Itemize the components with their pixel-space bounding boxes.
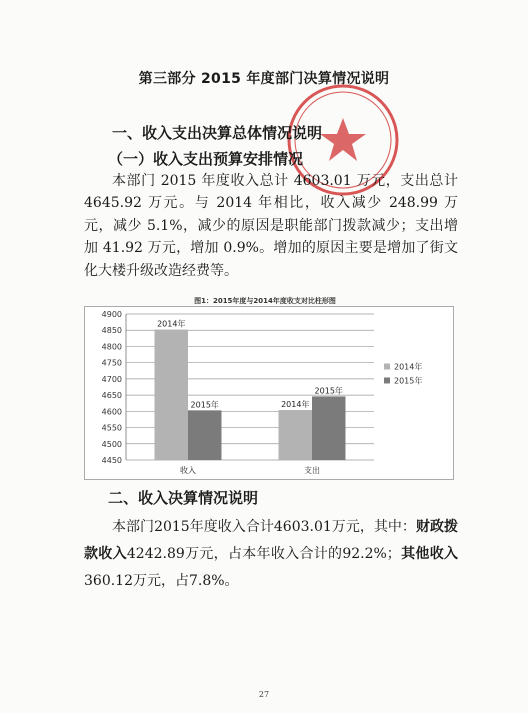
x-tick-label: 支出 <box>304 466 320 475</box>
chart-frame <box>85 307 454 480</box>
bar-data-label: 2014年 <box>157 319 186 329</box>
y-tick-label: 4700 <box>101 374 122 384</box>
section2-heading: 二、收入决算情况说明 <box>108 489 259 507</box>
bar-data-label: 2015年 <box>314 386 343 396</box>
legend-swatch <box>384 377 390 383</box>
para2-text-1: 本部门2015年度收入合计4603.01万元，其中： <box>112 519 416 535</box>
y-tick-label: 4750 <box>101 358 122 368</box>
para2-bold-2: 其他收入 <box>400 546 458 562</box>
y-tick-label: 4450 <box>101 456 122 465</box>
y-tick-label: 4550 <box>101 423 122 433</box>
para2-text-2: 4242.89万元，占本年收入合计的92.2%； <box>126 546 401 562</box>
bar-chart <box>84 306 454 480</box>
paragraph-2 <box>84 514 458 595</box>
section1-subheading: （一）收入支出预算安排情况 <box>108 150 304 168</box>
bar <box>279 410 312 460</box>
page-title: 第三部分 2015 年度部门决算情况说明 <box>138 71 390 87</box>
legend-label: 2015年 <box>394 376 423 386</box>
bar <box>155 330 188 460</box>
para2-bold-1: 财政拨款收入 <box>84 519 459 562</box>
x-tick-label: 收入 <box>180 466 196 475</box>
paragraph-1: 本部门 2015 年度收入总计 4603.01 万元，支出总计 4645.92 万元。与 2014 年相比，收入减少 248.99 万元，减少 5.1%，减少的原因是职能部门拨款减少；支出增加 41.92 万元，增加 0.9%。增加的原因主要是增加了街文化大楼升级改造经费等。 <box>84 173 458 279</box>
y-tick-label: 4600 <box>101 407 122 417</box>
bar <box>312 396 345 460</box>
y-tick-label: 4800 <box>101 342 122 352</box>
y-tick-label: 4900 <box>101 310 122 319</box>
legend-label: 2014年 <box>394 362 423 372</box>
para2-text-3: 360.12万元，占7.8%。 <box>84 573 239 589</box>
y-tick-label: 4650 <box>101 391 122 401</box>
bar-data-label: 2015年 <box>190 400 219 410</box>
bar <box>188 410 221 460</box>
bar-data-label: 2014年 <box>281 400 310 410</box>
y-tick-label: 4850 <box>101 326 122 336</box>
y-tick-label: 4500 <box>101 439 122 449</box>
page-number: 27 <box>258 690 270 699</box>
section1-heading: 一、收入支出决算总体情况说明 <box>112 124 323 142</box>
legend-swatch <box>384 363 390 369</box>
chart-title: 图1：2015年度与2014年度收支对比柱形图 <box>194 297 336 305</box>
